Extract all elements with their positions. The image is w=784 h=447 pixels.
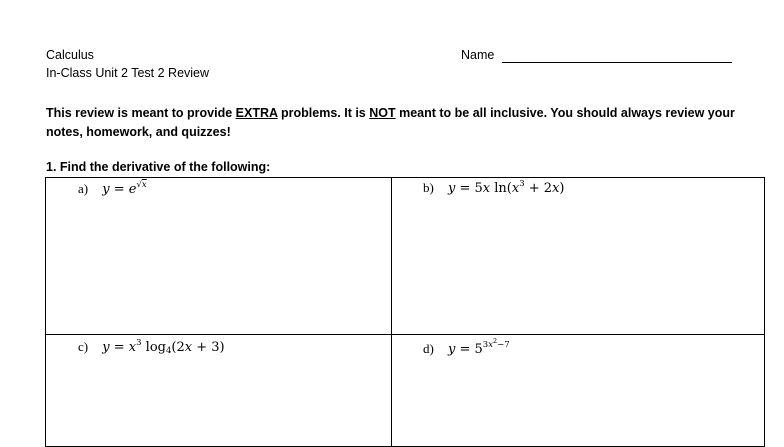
problem-b-expression: y = 5x $\ln(x^3 + 2x)$ <box>447 179 565 196</box>
problem-d-expression: $y = 5^{3x^2-7}$ <box>447 337 510 357</box>
review-subtitle: In-Class Unit 2 Test 2 Review <box>46 66 210 80</box>
grid-divider-vertical <box>391 177 392 447</box>
grid-divider-horizontal <box>45 334 765 335</box>
problem-c-label: c) <box>78 339 89 354</box>
course-title: Calculus <box>46 48 94 62</box>
question-1-prompt: 1. Find the derivative of the following: <box>46 160 271 174</box>
problem-c <box>78 339 225 355</box>
extra-emphasis: EXTRA <box>235 106 278 120</box>
problem-b <box>423 180 564 196</box>
name-label: Name <box>461 48 495 62</box>
problem-d-label: d) <box>423 341 434 356</box>
problem-a-label: a) <box>78 181 89 196</box>
problem-c-expression: $y = x^3$ $\log_4(2x + 3)$ <box>102 338 225 356</box>
not-emphasis: NOT <box>369 106 396 120</box>
problem-a-expression: $y = e^{√x}$ <box>102 180 147 197</box>
intro-paragraph: This review is meant to provide EXTRA problems. It is NOT meant to be all inclusive. You should always review your notes, homework, and quizzes! <box>46 106 735 139</box>
problem-a <box>78 181 147 197</box>
problem-d <box>423 337 510 357</box>
name-blank-line <box>502 62 732 63</box>
problem-grid <box>45 177 765 447</box>
problem-b-label: b) <box>423 180 434 195</box>
